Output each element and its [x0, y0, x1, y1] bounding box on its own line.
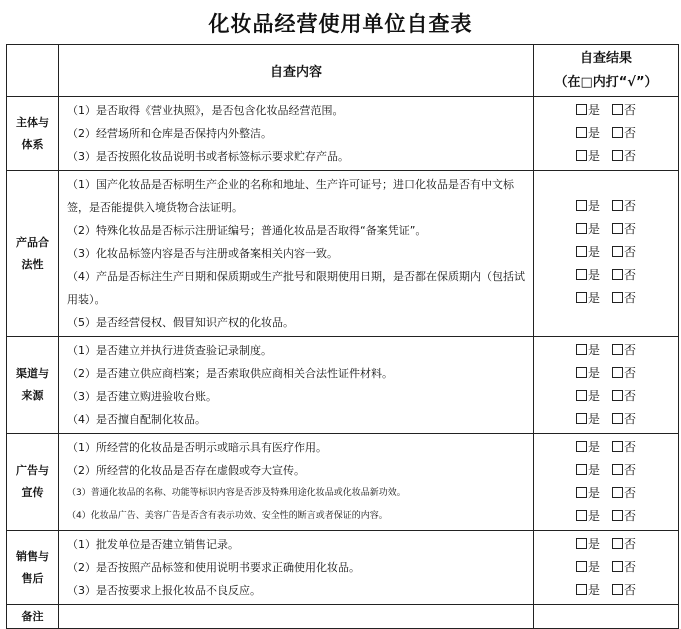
- check-item: （3）是否按要求上报化妆品不良反应。: [67, 584, 261, 597]
- yes-checkbox[interactable]: [576, 269, 587, 280]
- yes-no-option: 是 否: [534, 408, 678, 431]
- yes-no-option: 是 否: [534, 436, 678, 459]
- check-item: （2）所经营的化妆品是否存在虚假或夸大宣传。: [67, 464, 305, 477]
- items-cell: [59, 434, 534, 531]
- check-item: （3）是否按照化妆品说明书或者标签标示要求贮存产品。: [67, 150, 349, 163]
- section-product-legality: [7, 171, 679, 337]
- yes-checkbox[interactable]: [576, 223, 587, 234]
- category-cell: 主体与 体系: [7, 97, 59, 171]
- result-header-hint: （在□内打“√”）: [554, 74, 658, 90]
- yes-checkbox[interactable]: [576, 487, 587, 498]
- yes-no-option: 是 否: [534, 385, 678, 408]
- check-item: （2）特殊化妆品是否标示注册证编号；普通化妆品是否取得“备案凭证”。: [67, 224, 427, 237]
- items-cell: [59, 171, 534, 337]
- results-cell: [534, 337, 679, 434]
- yes-no-option: 是 否: [534, 264, 678, 287]
- yes-checkbox[interactable]: [576, 538, 587, 549]
- yes-checkbox[interactable]: [576, 150, 587, 161]
- no-checkbox[interactable]: [612, 127, 623, 138]
- check-item: （4）化妆品广告、美容广告是否含有表示功效、安全性的断言或者保证的内容。: [67, 511, 388, 521]
- yes-no-option: 是 否: [534, 195, 678, 218]
- yes-no-option: 是 否: [534, 505, 678, 528]
- results-cell: [534, 434, 679, 531]
- content-header: 自查内容: [59, 45, 534, 97]
- check-item: （1）批发单位是否建立销售记录。: [67, 538, 239, 551]
- check-item: （4）是否擅自配制化妆品。: [67, 413, 206, 426]
- check-item: （2）是否按照产品标签和使用说明书要求正确使用化妆品。: [67, 561, 360, 574]
- category-cell: 产品合 法性: [7, 171, 59, 337]
- yes-checkbox[interactable]: [576, 127, 587, 138]
- yes-no-option: 是 否: [534, 99, 678, 122]
- yes-checkbox[interactable]: [576, 246, 587, 257]
- yes-no-option: 是 否: [534, 218, 678, 241]
- yes-no-option: 是 否: [534, 556, 678, 579]
- yes-no-option: 是 否: [534, 459, 678, 482]
- section-channel-source: [7, 337, 679, 434]
- category-cell: 销售与 售后: [7, 531, 59, 605]
- no-checkbox[interactable]: [612, 150, 623, 161]
- yes-checkbox[interactable]: [576, 344, 587, 355]
- check-item: （2）是否建立供应商档案；是否索取供应商相关合法性证件材料。: [67, 367, 393, 380]
- check-item: （3）是否建立购进验收台账。: [67, 390, 217, 403]
- yes-checkbox[interactable]: [576, 292, 587, 303]
- no-checkbox[interactable]: [612, 413, 623, 424]
- yes-checkbox[interactable]: [576, 367, 587, 378]
- page-title: 化妆品经营使用单位自查表: [208, 12, 473, 36]
- yes-no-option: 是 否: [534, 579, 678, 602]
- remark-label: 备注: [7, 605, 59, 629]
- check-item: （4）产品是否标注生产日期和保质期或生产批号和限期使用日期，是否都在保质期内（包括试用装）。: [67, 270, 525, 306]
- yes-checkbox[interactable]: [576, 584, 587, 595]
- no-checkbox[interactable]: [612, 269, 623, 280]
- yes-checkbox[interactable]: [576, 464, 587, 475]
- no-checkbox[interactable]: [612, 223, 623, 234]
- no-checkbox[interactable]: [612, 510, 623, 521]
- remark-result-cell[interactable]: [534, 605, 679, 629]
- no-checkbox[interactable]: [612, 584, 623, 595]
- self-check-table: [6, 44, 679, 629]
- category-cell: 渠道与 来源: [7, 337, 59, 434]
- header-row: [7, 45, 679, 97]
- no-checkbox[interactable]: [612, 487, 623, 498]
- no-checkbox[interactable]: [612, 246, 623, 257]
- yes-no-option: 是 否: [534, 533, 678, 556]
- section-ads-promotion: [7, 434, 679, 531]
- no-checkbox[interactable]: [612, 390, 623, 401]
- items-cell: [59, 97, 534, 171]
- no-checkbox[interactable]: [612, 367, 623, 378]
- check-item: （1）是否取得《营业执照》，是否包含化妆品经营范围。: [67, 104, 344, 117]
- check-item: （1）国产化妆品是否标明生产企业的名称和地址、生产许可证号；进口化妆品是否有中文标签，是否能提供入境货物合法证明。: [67, 178, 514, 214]
- section-subject-system: [7, 97, 679, 171]
- no-checkbox[interactable]: [612, 561, 623, 572]
- header-blank-cell: [7, 45, 59, 97]
- yes-checkbox[interactable]: [576, 413, 587, 424]
- check-item: （3）普通化妆品的名称、功能等标识内容是否涉及特殊用途化妆品或化妆品新功效。: [67, 488, 406, 498]
- results-cell: [534, 97, 679, 171]
- yes-no-option: 是 否: [534, 145, 678, 168]
- result-header-label: 自查结果: [579, 50, 632, 66]
- items-cell: [59, 531, 534, 605]
- yes-no-option: 是 否: [534, 122, 678, 145]
- yes-no-option: 是 否: [534, 339, 678, 362]
- results-cell: [534, 171, 679, 337]
- no-checkbox[interactable]: [612, 104, 623, 115]
- yes-checkbox[interactable]: [576, 104, 587, 115]
- no-checkbox[interactable]: [612, 464, 623, 475]
- no-checkbox[interactable]: [612, 292, 623, 303]
- yes-checkbox[interactable]: [576, 510, 587, 521]
- no-checkbox[interactable]: [612, 344, 623, 355]
- remark-row: [7, 605, 679, 629]
- yes-checkbox[interactable]: [576, 561, 587, 572]
- yes-no-option: 是 否: [534, 482, 678, 505]
- yes-checkbox[interactable]: [576, 200, 587, 211]
- yes-no-option: 是 否: [534, 241, 678, 264]
- no-checkbox[interactable]: [612, 538, 623, 549]
- category-cell: 广告与 宣传: [7, 434, 59, 531]
- no-checkbox[interactable]: [612, 200, 623, 211]
- result-header: [534, 45, 679, 97]
- check-item: （2）经营场所和仓库是否保持内外整洁。: [67, 127, 272, 140]
- yes-checkbox[interactable]: [576, 390, 587, 401]
- check-item: （5）是否经营侵权、假冒知识产权的化妆品。: [67, 316, 294, 329]
- check-item: （1）所经营的化妆品是否明示或暗示具有医疗作用。: [67, 441, 327, 454]
- yes-no-option: 是 否: [534, 362, 678, 385]
- results-cell: [534, 531, 679, 605]
- check-item: （3）化妆品标签内容是否与注册或备案相关内容一致。: [67, 247, 338, 260]
- no-checkbox[interactable]: [612, 441, 623, 452]
- section-sales-aftersales: [7, 531, 679, 605]
- yes-no-option: 是 否: [534, 287, 678, 310]
- check-item: （1）是否建立并执行进货查验记录制度。: [67, 344, 272, 357]
- yes-checkbox[interactable]: [576, 441, 587, 452]
- items-cell: [59, 337, 534, 434]
- remark-content-cell[interactable]: [59, 605, 534, 629]
